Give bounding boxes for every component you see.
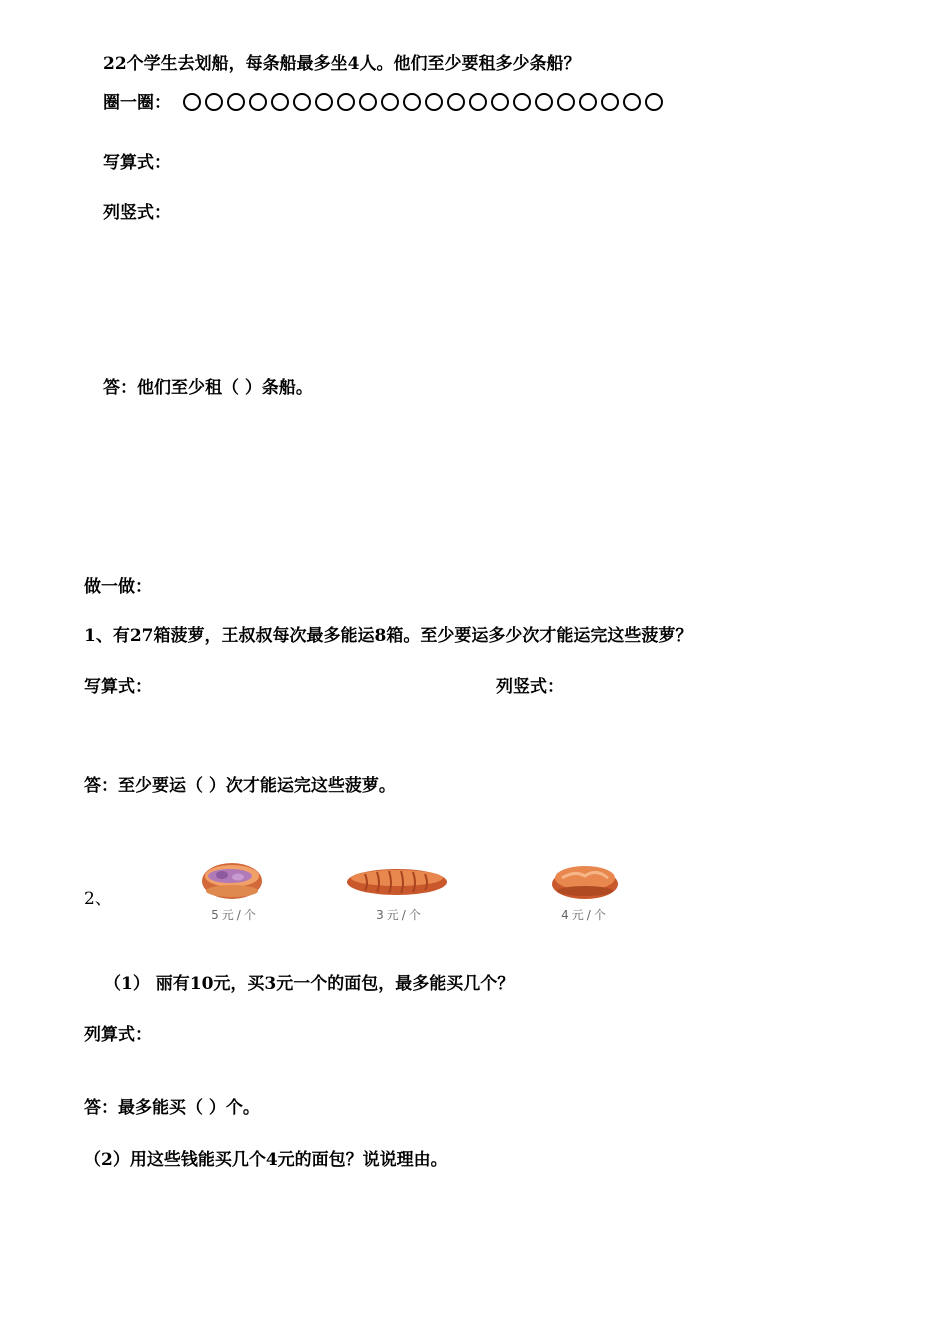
- bread-item-2: [345, 858, 455, 928]
- vertical-formula-label: 列竖式：: [103, 203, 171, 223]
- circle-mark: [513, 93, 531, 111]
- circle-mark: [227, 93, 245, 111]
- q2-number: 2、: [84, 889, 112, 909]
- circle-mark: [579, 93, 597, 111]
- circle-mark: [557, 93, 575, 111]
- circle-mark: [359, 93, 377, 111]
- bread-item-3: [530, 858, 640, 928]
- bread-item-1: [180, 858, 290, 928]
- circle-mark: [315, 93, 333, 111]
- circle-mark: [403, 93, 421, 111]
- bread-price-2: 3元/个: [376, 908, 424, 922]
- circle-mark: [337, 93, 355, 111]
- circle-mark: [469, 93, 487, 111]
- q1-vertical-formula-label: 列竖式：: [496, 677, 564, 697]
- circle-mark: [447, 93, 465, 111]
- circle-mark: [623, 93, 641, 111]
- circle-mark: [293, 93, 311, 111]
- circle-mark: [425, 93, 443, 111]
- round-bread-icon: [530, 858, 640, 904]
- bread-price-3: 4元/个: [561, 908, 609, 922]
- write-formula-label: 写算式：: [103, 153, 171, 173]
- circle-label: 圈一圈：: [103, 93, 171, 113]
- circle-mark: [271, 93, 289, 111]
- circle-mark: [645, 93, 663, 111]
- circle-mark: [205, 93, 223, 111]
- example-answer: 答：他们至少租（ ）条船。: [103, 378, 313, 398]
- q1-text: 1、有27箱菠萝，王叔叔每次最多能运8箱。至少要运多少次才能运完这些菠萝？: [84, 626, 693, 646]
- q2-part2-text: （2）用这些钱能买几个4元的面包？说说理由。: [84, 1150, 448, 1170]
- bun-icon: [180, 858, 290, 904]
- bread-price-1: 5元/个: [211, 908, 259, 922]
- practice-heading: 做一做：: [84, 577, 152, 597]
- circle-mark: [183, 93, 201, 111]
- q1-answer: 答：至少要运（ ）次才能运完这些菠萝。: [84, 776, 396, 796]
- circle-mark: [535, 93, 553, 111]
- circle-mark: [381, 93, 399, 111]
- circle-mark: [491, 93, 509, 111]
- q2-part1-formula-label: 列算式：: [84, 1025, 152, 1045]
- circle-mark: [249, 93, 267, 111]
- long-bread-icon: [345, 858, 455, 904]
- q1-write-formula-label: 写算式：: [84, 677, 152, 697]
- circle-mark: [601, 93, 619, 111]
- q2-part1-answer: 答：最多能买（ ）个。: [84, 1098, 260, 1118]
- circle-row: [183, 91, 667, 113]
- q2-part1-text: （1） 丽有10元，买3元一个的面包，最多能买几个？: [104, 974, 515, 994]
- example-question: 22个学生去划船，每条船最多坐4人。他们至少要租多少条船？: [103, 54, 581, 74]
